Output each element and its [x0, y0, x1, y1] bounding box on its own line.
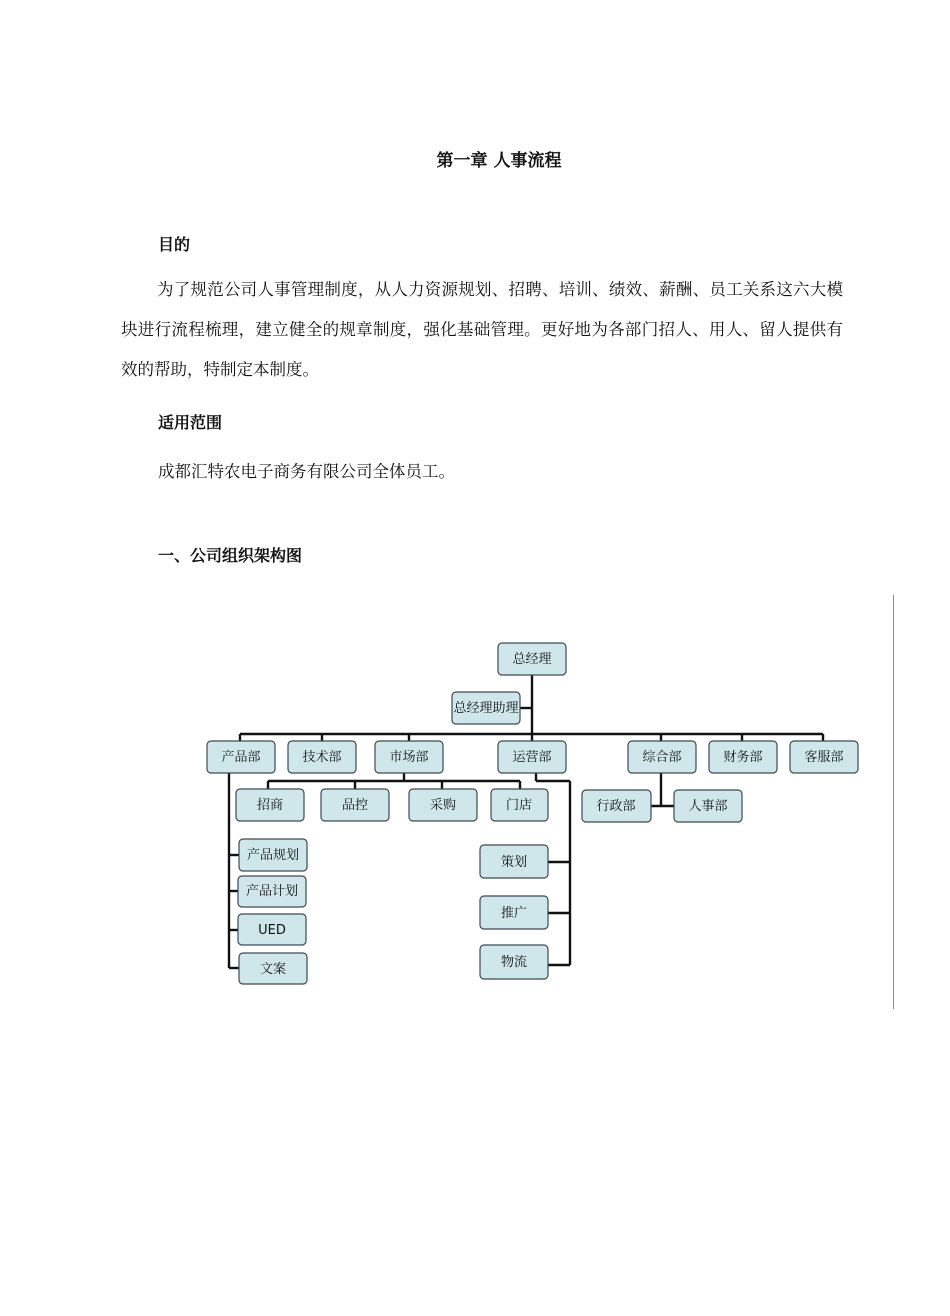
org-node-product-dept [207, 741, 275, 773]
org-node-market-dept [375, 741, 443, 773]
svg-text:采购: 采购 [429, 798, 457, 813]
org-node-general-dept [628, 741, 696, 773]
purpose-paragraph: 为了规范公司人事管理制度，从人力资源规划、招聘、培训、绩效、薪酬、员工关系这六大模块进行流程梳理，建立健全的规章制度，强化基础管理。更好地为各部门招人、用人、留人提供有效的帮助，特制定本制度。 [121, 280, 843, 379]
svg-text:推广: 推广 [500, 906, 528, 921]
org-chart-heading: 一、公司组织架构图 [158, 546, 303, 565]
svg-text:产品部: 产品部 [221, 750, 261, 765]
org-node-service-dept [790, 741, 858, 773]
svg-text:物流: 物流 [500, 955, 528, 970]
svg-text:招商: 招商 [256, 798, 284, 813]
chapter-title: 第一章 人事流程 [436, 151, 562, 171]
org-node-assistant [452, 692, 520, 724]
svg-text:总经理助理: 总经理助理 [453, 701, 519, 716]
svg-text:UED: UED [258, 923, 286, 938]
svg-text:市场部: 市场部 [389, 750, 429, 765]
org-node-finance-dept [709, 741, 777, 773]
org-node-operations-dept [498, 741, 566, 773]
svg-text:技术部: 技术部 [302, 750, 342, 765]
org-node-product-sub [238, 839, 307, 984]
svg-text:产品计划: 产品计划 [245, 884, 299, 899]
svg-text:行政部: 行政部 [596, 799, 636, 814]
org-node-general-manager [498, 643, 566, 675]
scope-paragraph: 成都汇特农电子商务有限公司全体员工。 [158, 462, 455, 481]
svg-text:门店: 门店 [505, 798, 533, 813]
org-node-operations-sub [480, 845, 548, 979]
svg-text:人事部: 人事部 [688, 799, 728, 814]
svg-text:运营部: 运营部 [512, 750, 552, 765]
svg-text:总经理: 总经理 [512, 652, 552, 667]
org-node-tech-dept [288, 741, 356, 773]
purpose-heading: 目的 [158, 235, 191, 254]
svg-text:客服部: 客服部 [804, 750, 844, 765]
svg-text:综合部: 综合部 [642, 750, 682, 765]
svg-text:品控: 品控 [341, 798, 369, 813]
scope-heading: 适用范围 [158, 413, 223, 432]
svg-text:产品规划: 产品规划 [246, 848, 300, 863]
svg-text:策划: 策划 [500, 855, 528, 870]
svg-text:财务部: 财务部 [723, 750, 763, 765]
svg-text:文案: 文案 [259, 962, 287, 977]
org-node-market-sub [236, 789, 548, 821]
